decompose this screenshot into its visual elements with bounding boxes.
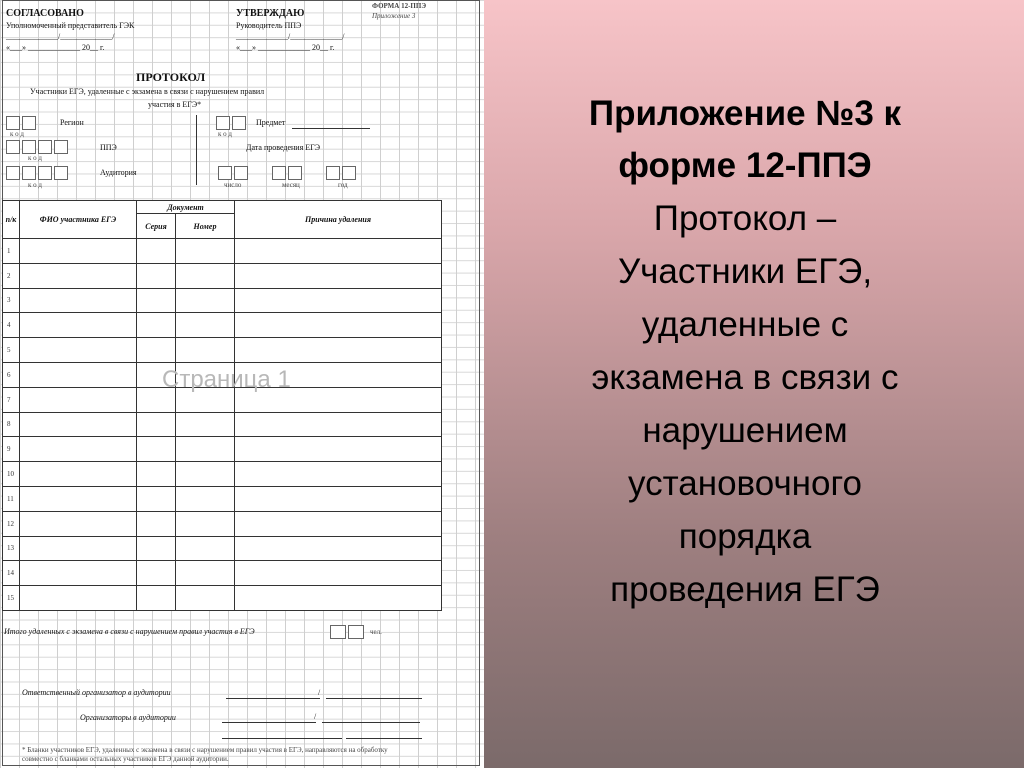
- ppe-code-box-3: [38, 140, 52, 154]
- footnote-line-2: совместно с бланками остальных участников ЕГЭ данной аудитории.: [22, 755, 229, 763]
- row-name-cell: [20, 486, 137, 511]
- slide-title-line-2: форме 12-ППЭ: [618, 146, 872, 185]
- removed-participants-table: [2, 200, 442, 611]
- row-series-cell: [137, 536, 176, 561]
- organizers-label: Организаторы в аудитории: [80, 713, 176, 722]
- row-name-cell: [20, 511, 137, 536]
- region-code-box-2: [22, 116, 36, 130]
- row-number-doc-cell: [176, 462, 235, 487]
- ppe-code-box-2: [22, 140, 36, 154]
- row-series-cell: [137, 313, 176, 338]
- row-number-doc-cell: [176, 586, 235, 611]
- table-row: [3, 239, 442, 264]
- row-reason-cell: [235, 313, 442, 338]
- confirm-title: УТВЕРЖДАЮ: [236, 8, 305, 19]
- aud-code-box-1: [6, 166, 20, 180]
- protocol-title: ПРОТОКОЛ: [136, 70, 206, 84]
- organizer-slash-2: /: [314, 712, 317, 721]
- responsible-organizer-label: Ответственный организатор в аудитории: [22, 688, 171, 697]
- row-series-cell: [137, 437, 176, 462]
- row-name-cell: [20, 462, 137, 487]
- year-box-1: [326, 166, 340, 180]
- row-name-cell: [20, 313, 137, 338]
- aud-code-caption: к о д: [28, 181, 42, 189]
- table-row: [3, 437, 442, 462]
- approved-sign-line: _____________/_____________/: [6, 32, 115, 41]
- row-number-doc-cell: [176, 412, 235, 437]
- subject-code-box-1: [216, 116, 230, 130]
- row-series-cell: [137, 462, 176, 487]
- row-number-cell: 12: [3, 511, 20, 536]
- auditorium-label: Аудитория: [100, 168, 137, 177]
- row-series-cell: [137, 561, 176, 586]
- total-box-2: [348, 625, 364, 639]
- row-reason-cell: [235, 536, 442, 561]
- row-reason-cell: [235, 338, 442, 363]
- ppe-code-box-1: [6, 140, 20, 154]
- table-row: [3, 586, 442, 611]
- row-series-cell: [137, 288, 176, 313]
- row-name-cell: [20, 239, 137, 264]
- row-number-cell: 7: [3, 387, 20, 412]
- aud-code-box-2: [22, 166, 36, 180]
- table-row: [3, 486, 442, 511]
- slide-body-line: порядка: [678, 517, 812, 556]
- row-number-doc-cell: [176, 288, 235, 313]
- row-series-cell: [137, 486, 176, 511]
- row-name-cell: [20, 362, 137, 387]
- table-row: [3, 511, 442, 536]
- row-reason-cell: [235, 586, 442, 611]
- row-number-doc-cell: [176, 486, 235, 511]
- subject-label: Предмет: [256, 118, 286, 127]
- row-reason-cell: [235, 412, 442, 437]
- form-code-sub: Приложение 3: [372, 12, 416, 20]
- confirm-subtitle: Руководитель ППЭ: [236, 21, 302, 30]
- approved-subtitle: Уполномоченный представитель ГЭК: [6, 21, 135, 30]
- form-code: ФОРМА 12-ППЭ: [372, 2, 427, 10]
- year-box-2: [342, 166, 356, 180]
- organizer-name-line-3: [346, 738, 422, 739]
- table-body: [3, 239, 442, 611]
- organizer-name-line-1: [326, 698, 422, 699]
- row-number-cell: 1: [3, 239, 20, 264]
- organizer-sign-line-2: [222, 722, 316, 723]
- slide-body-line: Протокол –: [653, 199, 837, 238]
- row-name-cell: [20, 561, 137, 586]
- total-box-1: [330, 625, 346, 639]
- form-page-image: [0, 0, 484, 768]
- row-name-cell: [20, 288, 137, 313]
- footnote-line-1: * Бланки участников ЕГЭ, удаленных с экзамена в связи с нарушением правил участия в ЕГЭ, направляются на обработку: [22, 746, 388, 754]
- confirm-sign-line: _____________/_____________/: [236, 32, 345, 41]
- region-code-box-1: [6, 116, 20, 130]
- table-row: [3, 313, 442, 338]
- row-number-doc-cell: [176, 263, 235, 288]
- row-number-cell: 2: [3, 263, 20, 288]
- ppe-label: ППЭ: [100, 143, 117, 152]
- row-series-cell: [137, 511, 176, 536]
- row-name-cell: [20, 263, 137, 288]
- row-number-cell: 13: [3, 536, 20, 561]
- row-reason-cell: [235, 263, 442, 288]
- col-name-header: ФИО участника ЕГЭ: [20, 201, 137, 239]
- table-row: [3, 263, 442, 288]
- organizer-name-line-2: [322, 722, 420, 723]
- slide-body-line: Участники ЕГЭ,: [617, 252, 873, 291]
- row-name-cell: [20, 536, 137, 561]
- month-caption: месяц: [282, 181, 300, 189]
- aud-code-box-3: [38, 166, 52, 180]
- approved-date-line: «___» _____________ 20__ г.: [6, 43, 105, 52]
- ppe-code-box-4: [54, 140, 68, 154]
- col-series-header: Серия: [137, 214, 176, 239]
- col-number-header: Номер: [176, 214, 235, 239]
- region-code-caption: к о д: [10, 130, 24, 138]
- year-caption: год: [338, 181, 348, 189]
- subject-code-box-2: [232, 116, 246, 130]
- month-box-2: [288, 166, 302, 180]
- total-label: Итого удаленных с экзамена в связи с нарушением правил участия в ЕГЭ: [4, 627, 255, 636]
- col-num-header: п/к: [3, 201, 20, 239]
- table-row: [3, 561, 442, 586]
- row-name-cell: [20, 412, 137, 437]
- organizer-sign-line-3: [222, 738, 342, 739]
- ppe-code-caption: к о д: [28, 154, 42, 162]
- subject-code-caption: к о д: [218, 130, 232, 138]
- page-watermark: Страница 1: [162, 366, 291, 393]
- table-row: [3, 338, 442, 363]
- table-row: [3, 412, 442, 437]
- slide-body-line: экзамена в связи с: [591, 358, 899, 397]
- header-divider: [196, 115, 197, 185]
- month-box-1: [272, 166, 286, 180]
- protocol-subtitle-2: участия в ЕГЭ*: [148, 100, 202, 109]
- day-caption: число: [224, 181, 242, 189]
- row-series-cell: [137, 586, 176, 611]
- col-doc-header: Документ: [137, 201, 235, 214]
- slide-body-line: нарушением: [642, 411, 848, 450]
- row-number-doc-cell: [176, 338, 235, 363]
- organizer-slash-1: /: [318, 688, 321, 697]
- organizer-sign-line-1: [226, 698, 320, 699]
- row-number-doc-cell: [176, 511, 235, 536]
- row-number-cell: 10: [3, 462, 20, 487]
- row-number-cell: 14: [3, 561, 20, 586]
- total-unit: чел.: [370, 628, 382, 636]
- table-row: [3, 288, 442, 313]
- row-reason-cell: [235, 462, 442, 487]
- slide-body-line: проведения ЕГЭ: [610, 570, 880, 609]
- protocol-subtitle-1: Участники ЕГЭ, удаленные с экзамена в связи с нарушением правил: [30, 87, 265, 96]
- confirm-date-line: «___» _____________ 20__ г.: [236, 43, 335, 52]
- slide-title-line-1: Приложение №3 к: [588, 94, 902, 133]
- subject-line: [292, 128, 370, 129]
- row-name-cell: [20, 437, 137, 462]
- approved-title: СОГЛАСОВАНО: [6, 8, 84, 19]
- row-number-doc-cell: [176, 437, 235, 462]
- row-series-cell: [137, 338, 176, 363]
- row-number-cell: 6: [3, 362, 20, 387]
- row-reason-cell: [235, 437, 442, 462]
- table-row: [3, 462, 442, 487]
- row-number-cell: 3: [3, 288, 20, 313]
- row-series-cell: [137, 239, 176, 264]
- row-number-cell: 9: [3, 437, 20, 462]
- row-reason-cell: [235, 486, 442, 511]
- row-number-doc-cell: [176, 536, 235, 561]
- row-number-doc-cell: [176, 239, 235, 264]
- row-number-cell: 4: [3, 313, 20, 338]
- row-reason-cell: [235, 561, 442, 586]
- table-row: [3, 536, 442, 561]
- row-reason-cell: [235, 288, 442, 313]
- row-number-cell: 5: [3, 338, 20, 363]
- row-number-cell: 15: [3, 586, 20, 611]
- row-reason-cell: [235, 511, 442, 536]
- day-box-1: [218, 166, 232, 180]
- row-number-cell: 8: [3, 412, 20, 437]
- col-reason-header: Причина удаления: [235, 201, 442, 239]
- row-series-cell: [137, 412, 176, 437]
- row-name-cell: [20, 586, 137, 611]
- row-name-cell: [20, 387, 137, 412]
- day-box-2: [234, 166, 248, 180]
- row-name-cell: [20, 338, 137, 363]
- slide-text-block: [510, 88, 980, 616]
- slide-body-line: установочного: [628, 464, 862, 503]
- row-number-doc-cell: [176, 561, 235, 586]
- region-label: Регион: [60, 118, 84, 127]
- row-number-doc-cell: [176, 313, 235, 338]
- exam-date-label: Дата проведения ЕГЭ: [246, 143, 321, 152]
- row-reason-cell: [235, 239, 442, 264]
- row-number-cell: 11: [3, 486, 20, 511]
- aud-code-box-4: [54, 166, 68, 180]
- slide-body-line: удаленные с: [641, 305, 849, 344]
- row-series-cell: [137, 263, 176, 288]
